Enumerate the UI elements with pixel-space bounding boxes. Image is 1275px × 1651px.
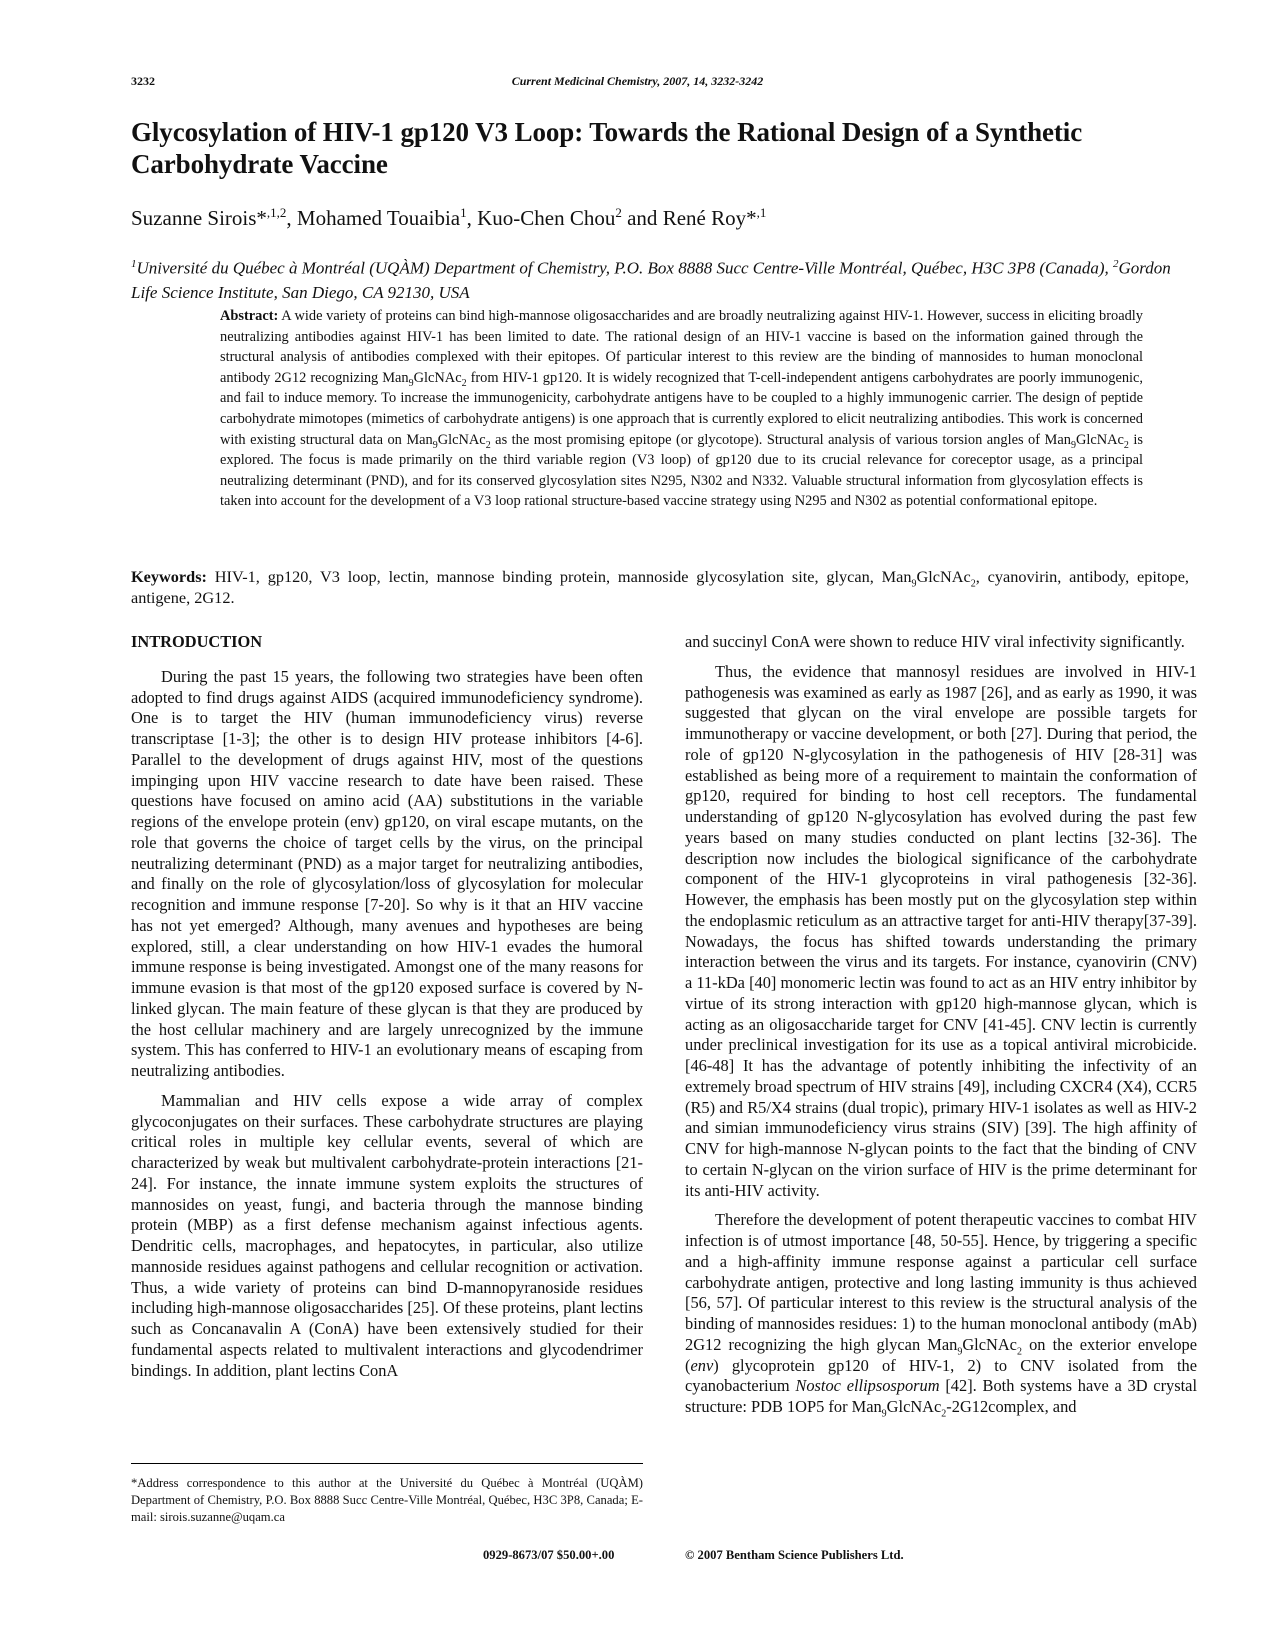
author-affiliation-mark: ,1	[756, 205, 767, 220]
citation-sep-3: ,	[705, 74, 712, 88]
abstract-label: Abstract:	[220, 308, 279, 324]
footnote: *Address correspondence to this author at the Université du Québec à Montréal (UQÀM) Department of Chemistry, P.O. Box 8888 Succ Centre-Ville Montréal, Québec, H3C 3P8, Canada; E-mail: sirois.suzanne@uqam.ca	[131, 1476, 643, 1524]
affiliation-text: Université du Québec à Montréal (UQÀM) Department of Chemistry, P.O. Box 8888 Succ Centre-Ville Montréal, Québec, H3C 3P8 (Canada),	[136, 258, 1114, 278]
page-number: 3232	[131, 74, 155, 88]
journal-pages: 3232-3242	[711, 74, 764, 88]
affiliation-text: Gordon Life Science Institute, San Diego, CA 92130, USA	[131, 258, 1171, 302]
copyright-line: © 2007 Bentham Science Publishers Ltd.	[685, 1548, 904, 1562]
author-separator: and	[621, 206, 663, 230]
author-name: Mohamed Touaibia	[296, 206, 461, 230]
journal-year: 2007	[663, 74, 688, 88]
keywords	[131, 567, 1189, 608]
author-name: Suzanne Sirois*	[131, 206, 267, 230]
section-heading: INTRODUCTION	[131, 632, 263, 651]
paragraph: Thus, the evidence that mannosyl residues are involved in HIV-1 pathogenesis was examined as early as 1987 [26], and as early as 1990, it was suggested that glycan on the viral envelope are possible targets for immunotherapy or vaccine development, or both [27]. During that period, the role of gp120 N-glycosylation in the pathogenesis of HIV [28-31] was established as being more of a requirement to maintain the conformation of gp120, required for binding to host cell receptors. The fundamental understanding of gp120 N-glycosylation has evolved during the past few years based on many studies conducted on plant lectins [32-36]. The description now includes the biological significance of the carbohydrate component of the HIV-1 glycoproteins in viral pathogenesis [32-36]. However, the emphasis has been mostly put on the glycosylation step within the endoplasmic reticulum as an attractive target for anti-HIV therapy[37-39]. Nowadays, the focus has shifted towards understanding the primary interaction between the virus and its targets. For instance, cyanovirin (CNV) a 11-kDa [40] monomeric lectin was found to act as an HIV entry inhibitor by virtue of its strong interaction with gp120 high-mannose glycan, which is acting as an oligosaccharide target for CNV [41-45]. CNV lectin is currently under preclinical investigation for its use as a topical antiviral microbicide. [46-48] It has the advantage of potently inhibiting the infectivity of an extremely broad spectrum of HIV strains [49], including CXCR4 (X4), CCR5 (R5) and R5/X4 strains (dual tropic), primary HIV-1 isolates as well as HIV-2 and simian immunodeficiency virus strains (SIV) [39]. The high affinity of CNV for high-mannose N-glycan points to the fact that the binding of CNV to certain N-glycan on the virion surface of HIV is the prime determinant for its anti-HIV activity.	[685, 661, 1197, 1200]
abstract	[220, 306, 1143, 512]
affiliations	[131, 252, 1189, 305]
journal-citation	[0, 74, 1275, 89]
journal-volume: 14	[693, 74, 706, 88]
paragraph: and succinyl ConA were shown to reduce HIV viral infectivity significantly.	[685, 632, 1185, 651]
keywords-label: Keywords:	[131, 567, 207, 586]
author-affiliation-mark: 1	[460, 205, 467, 220]
article-title: Glycosylation of HIV-1 gp120 V3 Loop: Towards the Rational Design of a Synthetic Carbohydrate Vaccine	[131, 117, 1083, 179]
footnote-rule	[131, 1463, 643, 1464]
paragraph: Therefore the development of potent therapeutic vaccines to combat HIV infection is of utmost importance [48, 50-55]. Hence, by triggering a specific and a high-affinity immune response against a particular cell surface carbohydrate antigen, protective and long lasting immunity is thus achieved [56, 57]. Of particular interest to this review is the structural analysis of the binding of mannosides residues: 1) to the human monoclonal antibody (mAb) 2G12 recognizing the high glycan Man$_9$GlcNAc$_2$ on the exterior envelope (env) glycoprotein gp120 of HIV-1, 2) to CNV isolated from the cyanobacterium Nostoc ellipsosporum [42]. Both systems have a 3D crystal structure: PDB 1OP5 for Man$_9$GlcNAc$_2$-2G12complex, and	[685, 1210, 1197, 1420]
author-name: Kuo-Chen Chou	[477, 206, 616, 230]
price-line: 0929-8673/07 $50.00+.00	[483, 1548, 615, 1562]
author-separator: ,	[286, 206, 297, 230]
author-affiliation-mark: ,1,2	[266, 205, 287, 220]
paragraph: During the past 15 years, the following two strategies have been often adopted to find drugs against AIDS (acquired immunodeficiency syndrome). One is to target the HIV (human immunodeficiency virus) reverse transcriptase [1-3]; the other is to design HIV protease inhibitors [4-6]. Parallel to the development of drugs against HIV, most of the questions impinging upon HIV vaccine research to date have been raised. These questions have focused on amino acid (AA) substitutions in the variable regions of the envelope protein (env) gp120, on viral escape mutants, on the role that governs the choice of target cells by the virus, on the principal neutralizing determinant (PND) as a major target for neutralizing antibodies, and finally on the role of glycosylation/loss of glycosylation for molecular recognition and immune response [7-20]. So why is it that an HIV vaccine has not yet emerged? Although, many avenues and hypotheses are being explored, still, a clear understanding on how HIV-1 evades the humoral immune response is being investigated. Amongst one of the many reasons for immune evasion is that most of the gp120 exposed surface is covered by N-linked glycan. The main feature of these glycan is that they are produced by the host cellular machinery and are largely unrecognized by the immune system. This has conferred to HIV-1 an evolutionary means of escaping from neutralizing antibodies.	[131, 666, 643, 1080]
abstract-text: A wide variety of proteins can bind high-mannose oligosaccharides and are broadly neutralizing against HIV-1. However, success in eliciting broadly neutralizing antibodies against HIV-1 has been limited to date. The rational design of an HIV-1 vaccine is based on the information gained through the structural analysis of antibodies complexed with their epitopes. Of particular interest to this review are the binding of mannosides to human monoclonal antibody 2G12 recognizing Man$_9$GlcNAc$_2$ from HIV-1 gp120. It is widely recognized that T-cell-independent antigens carbohydrates are poorly immunogenic, and fail to induce memory. To increase the immunogenicity, carbohydrate antigens have to be coupled to a highly immunogenic carrier. The design of peptide carbohydrate mimotopes (mimetics of carbohydrate antigens) is one approach that is currently explored to elicit neutralizing antibodies. This work is concerned with existing structural data on Man$_9$GlcNAc$_2$ as the most promising epitope (or glycotope). Structural analysis of various torsion angles of Man$_9$GlcNAc$_2$ is explored. The focus is made primarily on the third variable region (V3 loop) of gp120 due to its crucial relevance for coreceptor usage, as a principal neutralizing determinant (PND), and for its conserved glycosylation sites N295, N302 and N332. Valuable structural information from glycosylation effects is taken into account for the development of a V3 loop rational structure-based vaccine strategy using N295 and N302 as potential conformational epitope.	[220, 308, 1144, 510]
affiliation-number: 1	[131, 258, 137, 270]
right-column	[685, 632, 1197, 1427]
paragraph: Mammalian and HIV cells expose a wide array of complex glycoconjugates on their surfaces. These carbohydrate structures are playing critical roles in multiple key cellular events, several of which are characterized by weak but multivalent carbohydrate-protein interactions [21-24]. For instance, the innate immune system exploits the structures of mannosides on yeast, fungi, and bacteria through the mannose binding protein (MBP) as a first defense mechanism against infectious agents. Dendritic cells, macrophages, and hepatocytes, in particular, also utilize mannoside residues against pathogens and cellular recognition or activation. Thus, a wide variety of proteins can bind D-mannopyranoside residues including high-mannose oligosaccharides [25]. Of these proteins, plant lectins such as Concanavalin A (ConA) have been extensively studied for their fundamental aspects related to multivalent interactions and glycodendrimer bindings. In addition, plant lectins ConA	[131, 1090, 643, 1380]
author-name: René Roy*	[662, 206, 757, 230]
keywords-text: HIV-1, gp120, V3 loop, lectin, mannose binding protein, mannoside glycosylation site, glycan, Man$_9$GlcNAc$_2$, cyanovirin, antibody, epitope, antigene, 2G12.	[131, 567, 1189, 607]
citation-sep-2: ,	[687, 74, 694, 88]
journal-name: Current Medicinal Chemistry	[511, 74, 658, 88]
left-column	[131, 632, 643, 1390]
citation-sep-1: ,	[657, 74, 664, 88]
author-separator: ,	[466, 206, 478, 230]
author-list	[131, 205, 766, 231]
author-affiliation-mark: 2	[615, 205, 622, 220]
affiliation-number: 2	[1113, 258, 1119, 270]
